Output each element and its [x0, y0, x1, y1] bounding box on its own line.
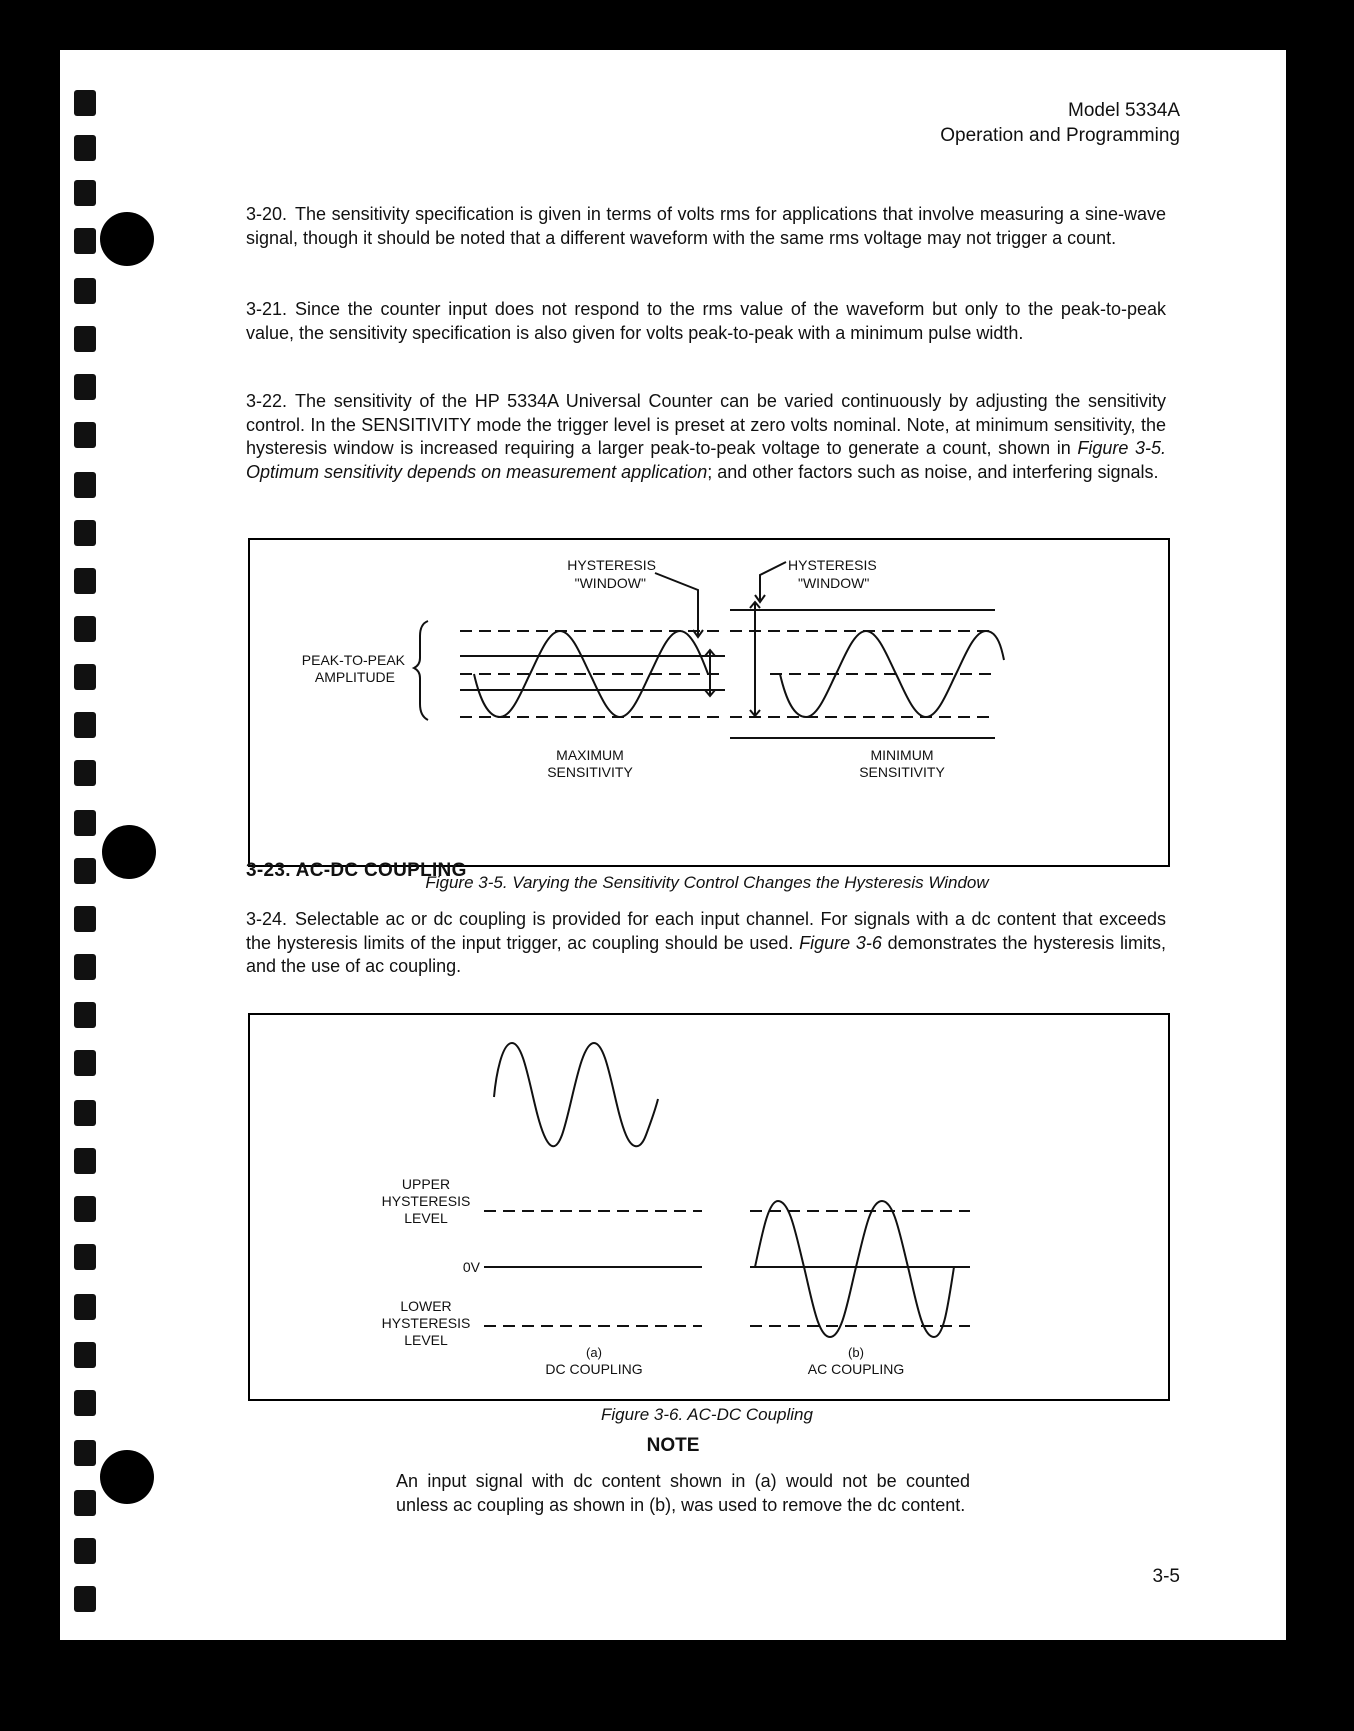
lower-label-1: LOWER — [400, 1298, 452, 1314]
paragraph-3-24 — [246, 908, 1166, 979]
figure-3-6 — [248, 1013, 1170, 1401]
figure-reference: Figure 3-5. Optimum sensitivity depends on measurement application — [246, 438, 1166, 482]
right-label-leader — [760, 562, 786, 600]
peak-to-peak-brace — [414, 621, 428, 720]
coupling-diagram — [250, 1015, 1168, 1399]
min-sensitivity-label-1: MINIMUM — [870, 747, 934, 763]
dc-coupling-label: DC COUPLING — [545, 1361, 643, 1377]
paragraph-text-end: demonstrates the hysteresis limits, and the use of ac coupling. — [246, 932, 1166, 976]
figure-3-5 — [248, 538, 1170, 867]
ac-signal-wave — [755, 1201, 954, 1337]
paragraph-3-22 — [246, 390, 1166, 484]
paragraph-3-21 — [246, 298, 1166, 345]
zero-volt-label: 0V — [462, 1259, 480, 1275]
model-label: Model 5334A — [1068, 100, 1180, 121]
paragraph-number: 3-21. — [246, 299, 288, 319]
ac-coupling-label: AC COUPLING — [807, 1361, 905, 1377]
paragraph-text: The sensitivity specification is given in terms of volts rms for applications that involve measuring a sine-wave signal, though it should be noted that a different waveform with the same rms voltage may not trigger a count. — [246, 204, 1166, 248]
figure-reference: Figure 3-6 — [799, 932, 882, 953]
dc-signal-wave — [494, 1043, 658, 1146]
page-number: 3-5 — [1152, 1566, 1180, 1587]
upper-label-3: LEVEL — [404, 1210, 448, 1226]
upper-label-1: UPPER — [401, 1176, 451, 1192]
panel-a-label: (a) — [586, 1345, 602, 1360]
panel-b-label: (b) — [848, 1345, 864, 1360]
paragraph-3-20 — [246, 203, 1166, 250]
lower-label-3: LEVEL — [404, 1332, 448, 1348]
note-title: NOTE — [646, 1435, 700, 1456]
hyst-right-label-2: "WINDOW" — [798, 575, 870, 591]
upper-label-2: HYSTERESIS — [381, 1193, 471, 1209]
note-text: An input signal with dc content shown in (a) would not be counted unless ac coupling as shown in (b), was used to remove the dc content. — [396, 1471, 970, 1515]
min-sensitivity-label-2: SENSITIVITY — [859, 764, 945, 780]
paragraph-number: 3-20. — [246, 204, 288, 224]
max-sensitivity-label-1: MAXIMUM — [556, 747, 624, 763]
paragraph-number: 3-24. — [246, 909, 288, 929]
left-label-leader — [655, 573, 698, 636]
section-label: Operation and Programming — [940, 125, 1180, 146]
paragraph-text: The sensitivity of the HP 5334A Universal Counter can be varied continuously by adjusting the sensitivity control. In the SENSITIVITY mode the trigger level is preset at zero volts nominal. Note, at minimum sensitivity, the hysteresis window is increased requiring a larger peak-to-peak voltage to generate a count, shown in — [246, 391, 1166, 458]
paragraph-text: Selectable ac or dc coupling is provided for each input channel. For signals with a dc content that exceeds the hysteresis limits of the input trigger, ac coupling should be used. — [246, 909, 1166, 953]
document-page — [60, 50, 1286, 1640]
paragraph-number: 3-22. — [246, 391, 288, 411]
hyst-right-label-1: HYSTERESIS — [788, 557, 877, 573]
hysteresis-diagram — [250, 540, 1168, 865]
ptp-label-2: AMPLITUDE — [314, 669, 395, 685]
hyst-left-label-2: "WINDOW" — [574, 575, 646, 591]
max-sensitivity-label-2: SENSITIVITY — [547, 764, 633, 780]
figure-3-5-caption: Figure 3-5. Varying the Sensitivity Control Changes the Hysteresis Window — [425, 873, 989, 892]
section-heading: 3-23. AC-DC COUPLING — [246, 860, 467, 881]
hyst-left-label-1: HYSTERESIS — [567, 557, 656, 573]
figure-3-6-caption: Figure 3-6. AC-DC Coupling — [601, 1405, 813, 1424]
paragraph-text: Since the counter input does not respond to the rms value of the waveform but only to the peak-to-peak value, the sensitivity specification is also given for volts peak-to-peak with a minimum pulse width. — [246, 299, 1166, 343]
paragraph-text-end: ; and other factors such as noise, and interfering signals. — [707, 461, 1159, 482]
ptp-label-1: PEAK-TO-PEAK — [301, 652, 405, 668]
lower-label-2: HYSTERESIS — [381, 1315, 471, 1331]
page-header — [940, 98, 1180, 148]
